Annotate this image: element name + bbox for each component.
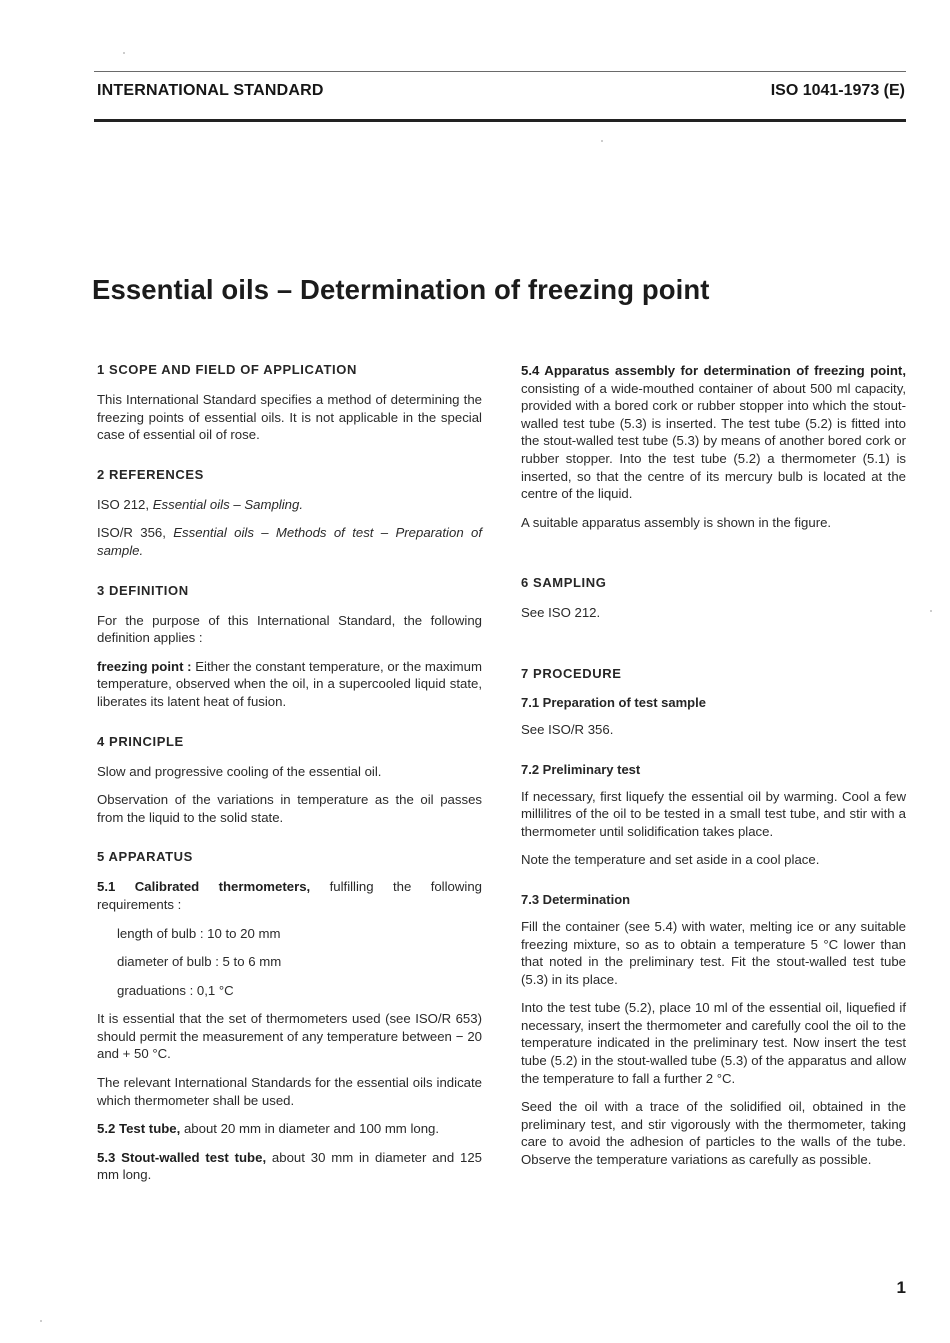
requirement-bulb-diameter: diameter of bulb : 5 to 6 mm — [117, 954, 282, 970]
section-3-heading: 3 DEFINITION — [97, 582, 189, 598]
subsection-5-1-label: 5.1 Calibrated thermometers, — [97, 879, 311, 895]
subsection-5-1-text: fulfilling the following requirements : — [97, 879, 483, 912]
reference-iso-r-356 — [97, 524, 482, 559]
section-4-heading: 4 PRINCIPLE — [97, 733, 184, 749]
requirement-bulb-length: length of bulb : 10 to 20 mm — [117, 925, 281, 941]
figure-reference-paragraph: A suitable apparatus assembly is shown in the figure. — [521, 514, 832, 530]
reference-title: Essential oils – Sampling. — [152, 496, 303, 512]
section-2-heading: 2 REFERENCES — [97, 466, 204, 482]
header-document-number: ISO 1041-1973 (E) — [770, 82, 905, 99]
definition-body: Either the constant temperature, or the maximum temperature, observed when the oil, in a supercooled liquid state, liberates its latent heat of fusion. — [97, 658, 482, 709]
subsection-7-3-paragraph-1: Fill the container (see 5.4) with water, melting ice or any suitable freezing mixture, so as to obtain a temperature 5 °C lower than that noted in the preliminary test. Fit the stout-walled test tube (5.3) in its place. — [521, 918, 906, 987]
subsection-5-1 — [97, 878, 482, 913]
subsection-7-3-paragraph-2: Into the test tube (5.2), place 10 ml of the essential oil, liquefied if necessary, insert the thermometer and carefully cool the oil to the temperature indicated in the preliminary test. Now insert the test tube (5.2) in the stout-walled tube (5.3) of the apparatus and allow the temperature to fall a further 2 °C. — [521, 1000, 906, 1086]
subsection-7-1-heading: 7.1 Preparation of test sample — [521, 694, 706, 710]
subsection-7-2-paragraph-1: If necessary, first liquefy the essential oil by warming. Cool a few millilitres of the oil to be tested in a small test tube, and stir with a thermometer until solidification takes place. — [521, 788, 906, 839]
scan-speck — [40, 1320, 42, 1322]
reference-code: ISO 212, — [97, 496, 153, 512]
reference-code: ISO/R 356, — [97, 525, 174, 541]
page-number: 1 — [896, 1278, 906, 1297]
subsection-7-2-heading: 7.2 Preliminary test — [521, 761, 641, 777]
section-1-heading: 1 SCOPE AND FIELD OF APPLICATION — [97, 362, 357, 377]
subsection-7-3-heading: 7.3 Determination — [521, 891, 631, 907]
requirement-graduations: graduations : 0,1 °C — [117, 982, 234, 998]
principle-paragraph-1: Slow and progressive cooling of the essential oil. — [97, 763, 382, 779]
section-5-heading: 5 APPARATUS — [97, 849, 193, 865]
section-1-text: This International Standard specifies a method of determining the freezing points of essential oils. It is not applicable in the special case of essential oil of rose. — [97, 392, 482, 443]
section-3-text: For the purpose of this International Standard, the following definition applies : — [97, 612, 482, 646]
subsection-5-2-label: 5.2 Test tube, — [97, 1121, 181, 1137]
scan-speck — [601, 140, 603, 142]
header-standard-label: INTERNATIONAL STANDARD — [97, 82, 324, 99]
section-7-heading: 7 PROCEDURE — [521, 665, 622, 681]
subsection-5-2 — [97, 1120, 482, 1138]
subsection-5-3-text: about 30 mm in diameter and 125 mm long. — [97, 1149, 482, 1183]
header-bottom-rule — [94, 119, 906, 122]
section-6-heading: 6 SAMPLING — [521, 575, 607, 591]
subsection-5-3 — [97, 1149, 482, 1184]
subsection-7-1-text: See ISO/R 356. — [521, 721, 614, 737]
section-6-text: See ISO 212. — [521, 605, 601, 621]
relevant-standards-paragraph: The relevant International Standards for the essential oils indicate which thermometer shall be used. — [97, 1075, 482, 1108]
right-column — [521, 362, 906, 1180]
subsection-5-4-label: 5.4 Apparatus assembly for determination of freezing point, — [521, 363, 906, 378]
subsection-5-3-label: 5.3 Stout-walled test tube, — [97, 1149, 267, 1165]
header-top-rule — [94, 71, 906, 72]
thermometer-range-paragraph: It is essential that the set of thermometers used (see ISO/R 653) should permit the measurement of any temperature between − 20 and + 50 °C. — [97, 1011, 482, 1062]
reference-title: Essential oils – Methods of test – Preparation of sample. — [97, 525, 482, 558]
scan-speck — [123, 52, 125, 54]
reference-iso-212 — [97, 496, 482, 514]
definition-term: freezing point : — [97, 658, 192, 674]
document-title: Essential oils – Determination of freezing point — [92, 274, 710, 305]
subsection-7-3-paragraph-3: Seed the oil with a trace of the solidified oil, obtained in the preliminary test, and stir vigorously with the thermometer, taking care to avoid the adhesion of particles to the walls of the tube. Observe the temperature variations as carefully as possible. — [521, 1099, 906, 1168]
definition-paragraph — [97, 658, 482, 711]
scan-speck — [930, 610, 932, 612]
subsection-5-4 — [521, 362, 906, 503]
principle-paragraph-2: Observation of the variations in temperature as the oil passes from the liquid to the solid state. — [97, 792, 482, 825]
subsection-7-2-paragraph-2: Note the temperature and set aside in a cool place. — [521, 852, 820, 868]
subsection-5-2-text: about 20 mm in diameter and 100 mm long. — [180, 1121, 440, 1137]
subsection-5-4-text: consisting of a wide-mouthed container of about 500 ml capacity, provided with a bored cork or rubber stopper into which the stout-walled test tube (5.3) is inserted. The test tube (5.2) is fitted into the stout-walled test tube (5.3) by means of another bored cork or rubber stopper. Into the test tube (5.2) a thermometer (5.1) is inserted, so that the centre of its mercury bulb is located at the centre of the liquid. — [521, 380, 906, 502]
left-column — [97, 362, 482, 1195]
